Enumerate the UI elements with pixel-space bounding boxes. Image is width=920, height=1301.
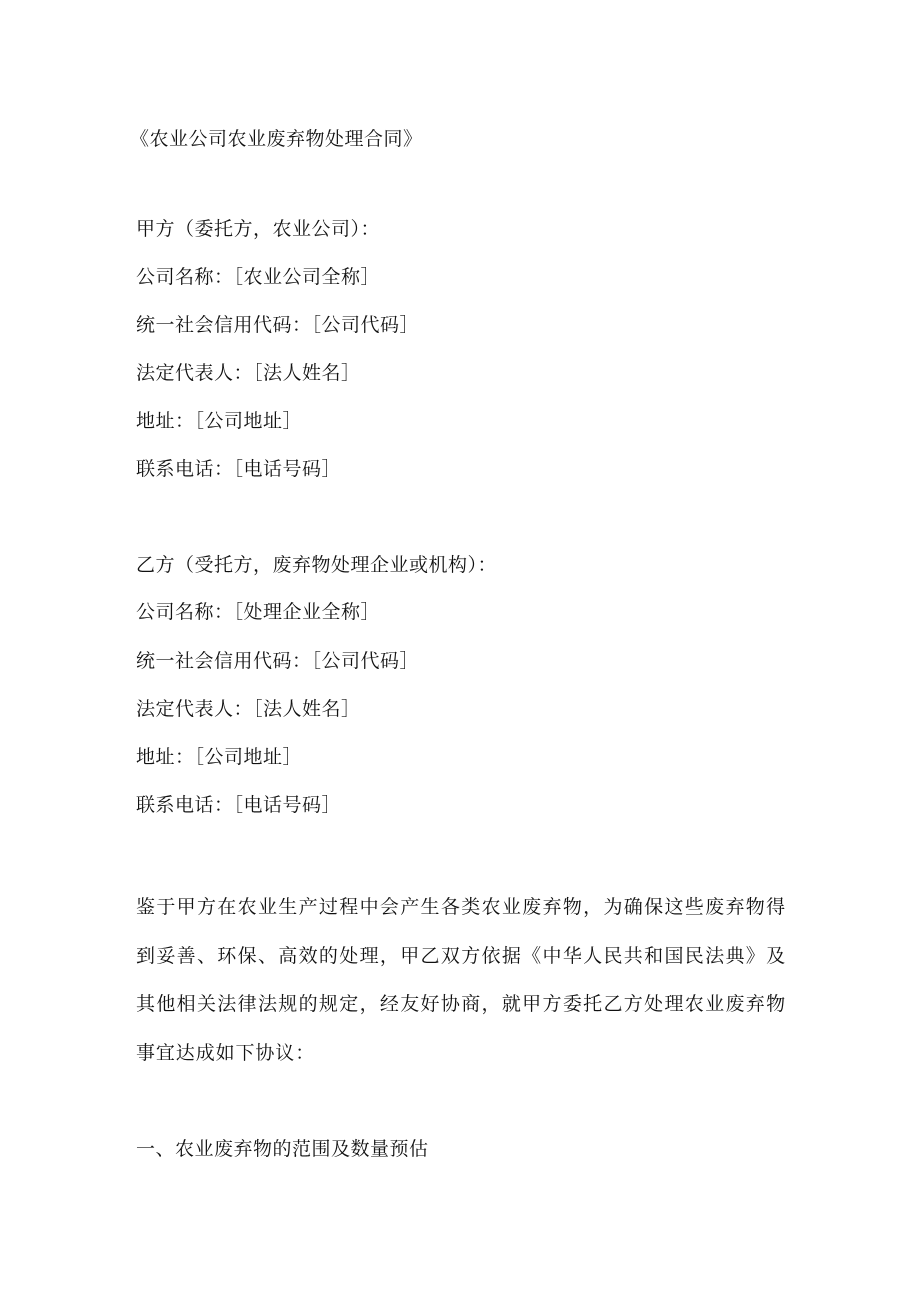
party-b-legal-rep: 法定代表人：［法人姓名］	[136, 698, 361, 720]
document-title: 《农业公司农业废弃物处理合同》	[130, 128, 423, 150]
party-a-company-name: 公司名称：［农业公司全称］	[136, 266, 381, 288]
party-a-phone: 联系电话：［电话号码］	[136, 458, 342, 480]
party-a-legal-rep: 法定代表人：［法人姓名］	[136, 362, 361, 384]
party-a-address: 地址：［公司地址］	[136, 410, 303, 432]
party-a-heading: 甲方（委托方，农业公司）：	[136, 218, 381, 240]
party-b-heading: 乙方（受托方，废弃物处理企业或机构）：	[136, 554, 498, 576]
section-1-heading: 一、农业废弃物的范围及数量预估	[136, 1138, 429, 1160]
party-a-credit-code: 统一社会信用代码：［公司代码］	[136, 314, 420, 336]
party-b-company-name: 公司名称：［处理企业全称］	[136, 601, 381, 623]
party-b-credit-code: 统一社会信用代码：［公司代码］	[136, 650, 420, 672]
party-b-phone: 联系电话：［电话号码］	[136, 794, 342, 816]
party-b-address: 地址：［公司地址］	[136, 746, 303, 768]
preamble-paragraph: 鉴于甲方在农业生产过程中会产生各类农业废弃物，为确保这些废弃物得到妥善、环保、高效的处理，甲乙双方依据《中华人民共和国民法典》及其他相关法律法规的规定，经友好协商，就甲方委托乙方处理农业废弃物事宜达成如下协议：	[136, 896, 786, 1064]
